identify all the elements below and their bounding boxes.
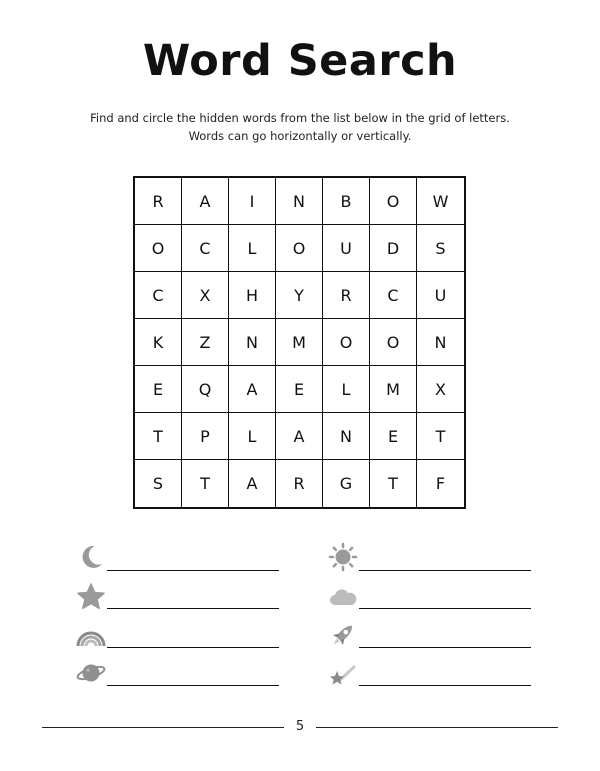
grid-cell[interactable]: I xyxy=(229,178,276,225)
grid-cell[interactable]: E xyxy=(370,413,417,460)
sun-icon xyxy=(328,542,358,572)
grid-cell[interactable]: T xyxy=(370,460,417,507)
grid-cell[interactable]: O xyxy=(276,225,323,272)
grid-cell[interactable]: C xyxy=(182,225,229,272)
grid-cell[interactable]: R xyxy=(276,460,323,507)
grid-cell[interactable]: G xyxy=(323,460,370,507)
cloud-icon xyxy=(328,582,358,612)
grid-cell[interactable]: N xyxy=(323,413,370,460)
instructions-line-1: Find and circle the hidden words from the list below in the grid of letters. xyxy=(90,111,510,125)
grid-cell[interactable]: N xyxy=(229,319,276,366)
grid-cell[interactable]: C xyxy=(370,272,417,319)
grid-cell[interactable]: H xyxy=(229,272,276,319)
answer-line[interactable] xyxy=(359,608,531,609)
page-title: Word Search xyxy=(142,36,458,86)
grid-cell[interactable]: F xyxy=(435,474,446,493)
grid-cell[interactable]: A xyxy=(276,413,323,460)
grid-cell[interactable]: U xyxy=(323,225,370,272)
footer-divider-right xyxy=(316,727,558,728)
page-number: 5 xyxy=(295,719,305,734)
star-icon xyxy=(76,582,106,612)
grid-cell[interactable]: X xyxy=(417,366,464,413)
grid-cell[interactable]: Z xyxy=(182,319,229,366)
grid-cell[interactable]: R xyxy=(323,272,370,319)
grid-cell[interactable]: L xyxy=(229,225,276,272)
answer-line[interactable] xyxy=(359,685,531,686)
grid-cell[interactable]: D xyxy=(370,225,417,272)
grid-cell[interactable]: T xyxy=(135,413,182,460)
grid-cell[interactable]: K xyxy=(135,319,182,366)
grid-cell[interactable]: S xyxy=(135,460,182,507)
grid-cell[interactable]: C xyxy=(135,272,182,319)
grid-cell[interactable]: S xyxy=(417,225,464,272)
answer-line[interactable] xyxy=(107,608,279,609)
footer-divider-left xyxy=(42,727,284,728)
grid-cell[interactable]: O xyxy=(370,319,417,366)
grid-cell[interactable]: A xyxy=(229,460,276,507)
grid-cell[interactable]: M xyxy=(276,319,323,366)
grid-cell[interactable]: U xyxy=(417,272,464,319)
grid-cell[interactable]: A xyxy=(229,366,276,413)
grid-cell[interactable]: N xyxy=(417,319,464,366)
grid-cell[interactable]: B xyxy=(323,178,370,225)
grid-cell[interactable]: Q xyxy=(182,366,229,413)
rocket-icon xyxy=(328,620,358,650)
grid-cell[interactable]: E xyxy=(135,366,182,413)
grid-cell[interactable]: X xyxy=(182,272,229,319)
answer-line[interactable] xyxy=(359,647,531,648)
answer-line[interactable] xyxy=(359,570,531,571)
grid-cell[interactable]: P xyxy=(182,413,229,460)
grid-cell[interactable]: L xyxy=(323,366,370,413)
planet-icon xyxy=(76,658,106,688)
instructions-line-2: Words can go horizontally or vertically. xyxy=(188,129,412,143)
letter-grid xyxy=(133,176,466,509)
grid-cell[interactable]: T xyxy=(182,460,229,507)
grid-cell[interactable]: O xyxy=(135,225,182,272)
grid-cell[interactable]: E xyxy=(276,366,323,413)
grid-cell[interactable]: Y xyxy=(276,272,323,319)
grid-cell[interactable]: N xyxy=(276,178,323,225)
grid-cell[interactable]: R xyxy=(135,178,182,225)
answer-line[interactable] xyxy=(107,570,279,571)
answer-line[interactable] xyxy=(107,685,279,686)
grid-cell[interactable]: T xyxy=(417,413,464,460)
shooting-star-icon xyxy=(328,658,358,688)
rainbow-icon xyxy=(76,620,106,650)
moon-icon xyxy=(76,542,106,572)
grid-cell[interactable]: M xyxy=(370,366,417,413)
grid-cell[interactable]: W xyxy=(417,178,464,225)
grid-cell[interactable]: L xyxy=(229,413,276,460)
grid-cell[interactable]: O xyxy=(370,178,417,225)
grid-cell[interactable]: O xyxy=(323,319,370,366)
answer-line[interactable] xyxy=(107,647,279,648)
grid-cell[interactable]: A xyxy=(182,178,229,225)
